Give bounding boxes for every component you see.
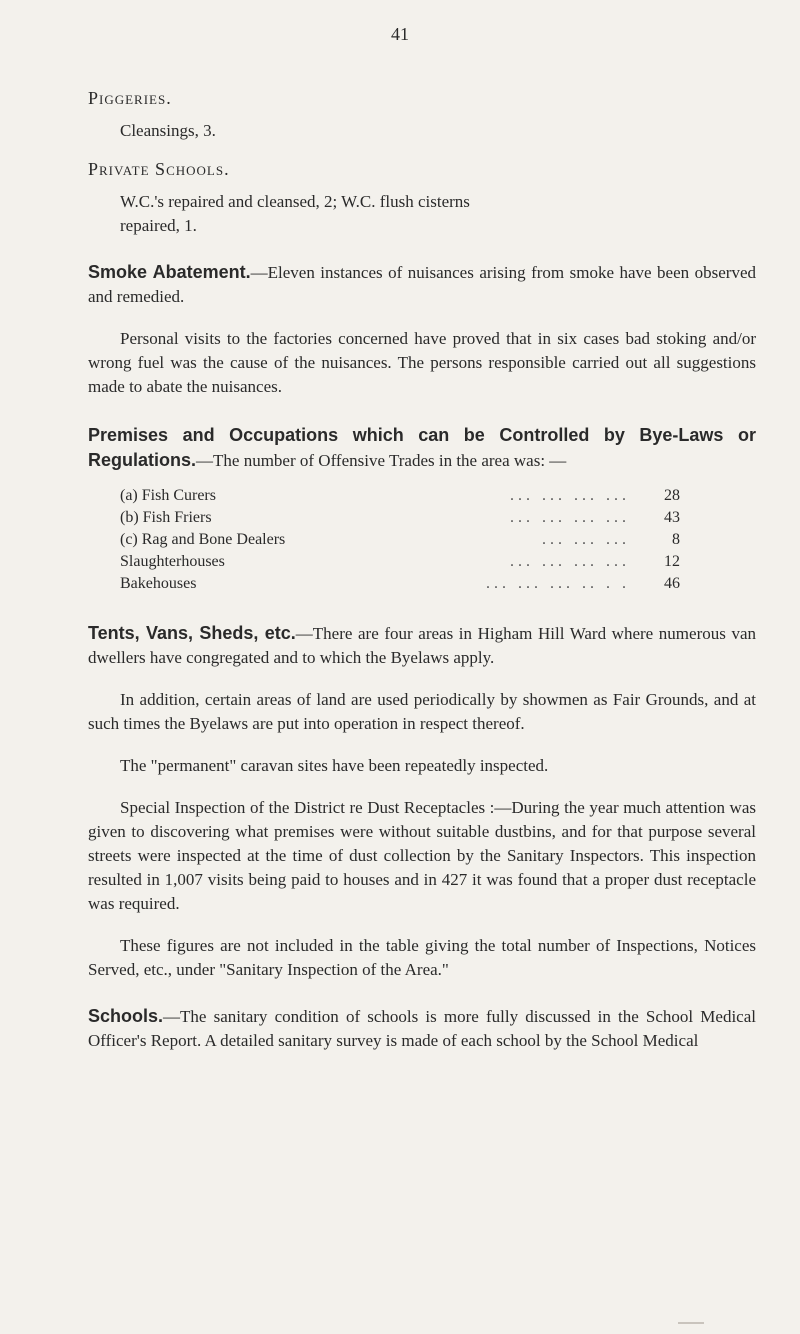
private-schools-line-1: W.C.'s repaired and cleansed, 2; W.C. flush cisterns [120,192,470,211]
smoke-abatement-heading: Smoke Abatement. [88,262,251,282]
leader-dots: ... ... ... ... [510,553,630,570]
leader-dots: ... ... ... ... [510,487,630,504]
smoke-abatement-paragraph-2: Personal visits to the factories concerned have proved that in six cases bad stoking and/or wrong fuel was the cause of the nuisances. The persons responsible carried out all suggestions made to abate the nuisances. [88,329,756,396]
tents-text: —There are four areas in Higham Hill Ward where numerous van dwellers have congregated and to which the Byelaws apply. [88,624,756,667]
table-row [120,485,680,507]
figures-note-paragraph: These figures are not included in the table giving the total number of Inspections, Notices Served, etc., under "Sanitary Inspection of the Area." [88,936,756,979]
page-number: 41 [391,24,409,44]
leader-dots: ... ... ... [542,531,630,548]
leader-dots: ... ... ... ... [510,509,630,526]
table-row [120,573,680,595]
tents-heading: Tents, Vans, Sheds, etc. [88,623,296,643]
scan-mark [678,1322,704,1324]
piggeries-heading: Piggeries. [88,88,172,108]
trade-label: (c) Rag and Bone Dealers [120,531,286,548]
trade-count: 12 [664,553,680,570]
private-schools-line-2: repaired, 1. [120,216,197,235]
table-row [120,507,680,529]
piggeries-item: Cleansings, 3. [120,121,216,140]
table-row [120,551,680,573]
premises-text: —The number of Offensive Trades in the area was: — [196,451,567,470]
schools-text: —The sanitary condition of schools is more fully discussed in the School Medical Officer's Report. A detailed sanitary survey is made of each school by the School Medical [88,1007,756,1050]
dust-receptacles-paragraph: Special Inspection of the District re Dust Receptacles :—During the year much attention was given to discovering what premises were without suitable dustbins, and for that purpose several streets were inspected at the time of dust collection by the Sanitary Inspectors. This inspection resulted in 1,007 visits being paid to houses and in 427 it was found that a proper dust receptacle was required. [88,798,756,913]
private-schools-section [88,159,756,238]
trade-count: 28 [664,487,680,504]
schools-section [88,1004,756,1053]
tents-paragraph-3: The "permanent" caravan sites have been repeatedly inspected. [120,756,549,775]
private-schools-heading: Private Schools. [88,159,230,179]
trade-count: 43 [664,509,680,526]
smoke-abatement-section [88,260,756,399]
premises-heading: Premises and Occupations which can be Controlled by Bye-Laws or Regulations. [88,425,756,470]
trade-label: (b) Fish Friers [120,509,212,526]
tents-paragraph-2: In addition, certain areas of land are used periodically by showmen as Fair Grounds, and at such times the Byelaws are put into operation in respect thereof. [88,690,756,733]
offensive-trades-table [120,485,680,595]
table-row [120,529,680,551]
trade-count: 46 [664,575,680,592]
premises-section [88,423,756,595]
piggeries-section [88,88,756,143]
trade-label: Slaughterhouses [120,553,225,570]
smoke-abatement-text: —Eleven instances of nuisances arising from smoke have been observed and remedied. [88,263,756,306]
page-content [88,88,756,1053]
trade-count: 8 [672,531,680,548]
tents-section [88,621,756,982]
trade-label: Bakehouses [120,575,197,592]
schools-heading: Schools. [88,1006,164,1026]
leader-dots: ... ... ... .. . . [486,575,630,592]
trade-label: (a) Fish Curers [120,487,216,504]
